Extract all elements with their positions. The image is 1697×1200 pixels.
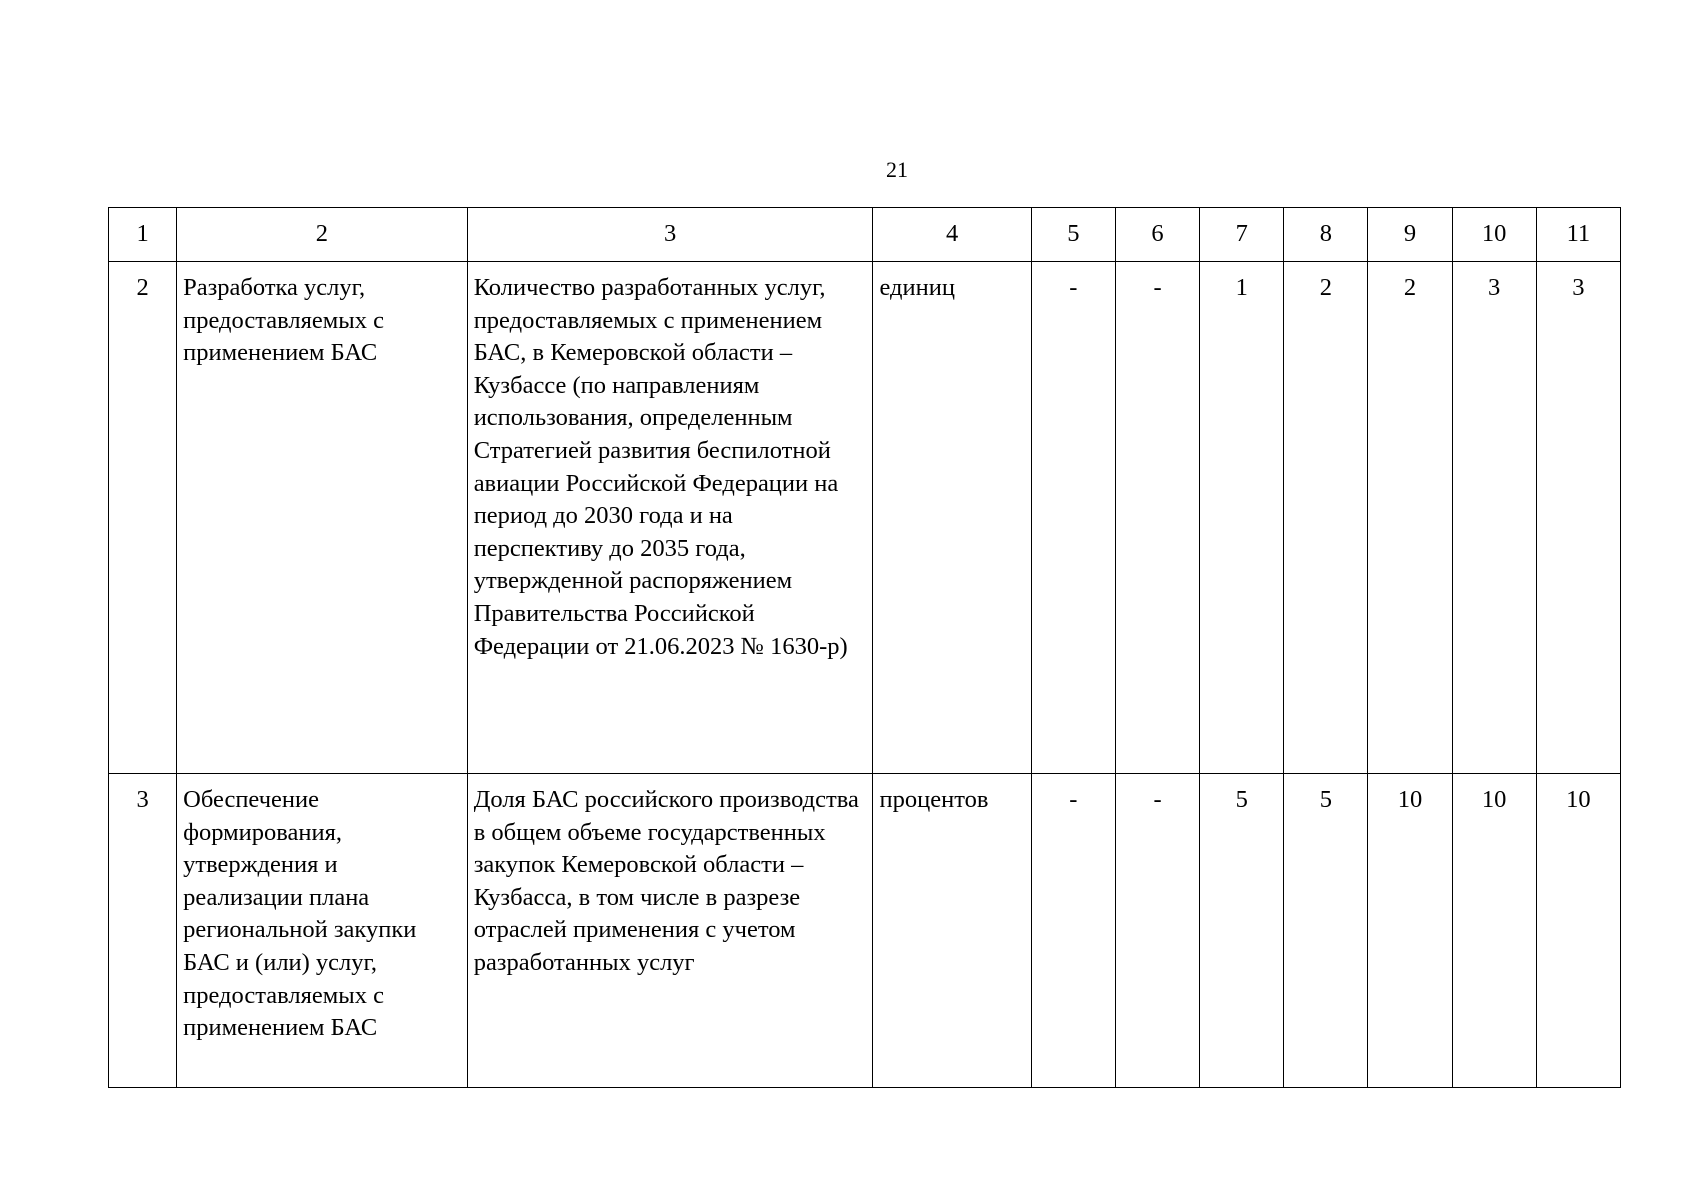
header-cell-col-1: 1 xyxy=(109,208,177,262)
value-cell-col-11: 10 xyxy=(1536,774,1620,1088)
header-cell-col-2: 2 xyxy=(177,208,468,262)
value-cell-col-7: 5 xyxy=(1200,774,1284,1088)
indicator-cell: Количество разработанных услуг, предоставляемых с применением БАС, в Кемеровской области – Кузбассе (по направлениям использования, определенным Стратегией развития беспилотной авиации Российской Федерации на период до 2030 года и на перспективу до 2035 года, утвержденной распоряжением Правительства Российской Федерации от 21.06.2023 № 1630-р) xyxy=(467,262,873,774)
value-cell-col-6: - xyxy=(1115,262,1199,774)
value-cell-col-9: 2 xyxy=(1368,262,1452,774)
value-cell-col-6: - xyxy=(1115,774,1199,1088)
value-cell-col-8: 5 xyxy=(1284,774,1368,1088)
indicators-table xyxy=(108,207,1621,1088)
header-cell-col-9: 9 xyxy=(1368,208,1452,262)
value-cell-col-8: 2 xyxy=(1284,262,1368,774)
header-cell-col-3: 3 xyxy=(467,208,873,262)
unit-cell: процентов xyxy=(873,774,1031,1088)
table-row xyxy=(109,774,1621,1088)
page-number: 21 xyxy=(886,157,908,182)
value-cell-col-7: 1 xyxy=(1200,262,1284,774)
value-cell-col-10: 10 xyxy=(1452,774,1536,1088)
value-cell-col-10: 3 xyxy=(1452,262,1536,774)
indicator-cell: Доля БАС российского производства в общем объеме государственных закупок Кемеровской области – Кузбасса, в том числе в разрезе отраслей применения с учетом разработанных услуг xyxy=(467,774,873,1088)
unit-cell: единиц xyxy=(873,262,1031,774)
task-name-cell: Разработка услуг, предоставляемых с применением БАС xyxy=(177,262,468,774)
table-row xyxy=(109,262,1621,774)
header-cell-col-4: 4 xyxy=(873,208,1031,262)
row-number-cell: 3 xyxy=(109,774,177,1088)
header-cell-col-5: 5 xyxy=(1031,208,1115,262)
table-header-row xyxy=(109,208,1621,262)
header-cell-col-10: 10 xyxy=(1452,208,1536,262)
header-cell-col-7: 7 xyxy=(1200,208,1284,262)
value-cell-col-9: 10 xyxy=(1368,774,1452,1088)
header-cell-col-6: 6 xyxy=(1115,208,1199,262)
row-number-cell: 2 xyxy=(109,262,177,774)
value-cell-col-11: 3 xyxy=(1536,262,1620,774)
header-cell-col-11: 11 xyxy=(1536,208,1620,262)
header-cell-col-8: 8 xyxy=(1284,208,1368,262)
task-name-cell: Обеспечение формирования, утверждения и реализации плана региональной закупки БАС и (или) услуг, предоставляемых с применением БАС xyxy=(177,774,468,1088)
value-cell-col-5: - xyxy=(1031,774,1115,1088)
value-cell-col-5: - xyxy=(1031,262,1115,774)
